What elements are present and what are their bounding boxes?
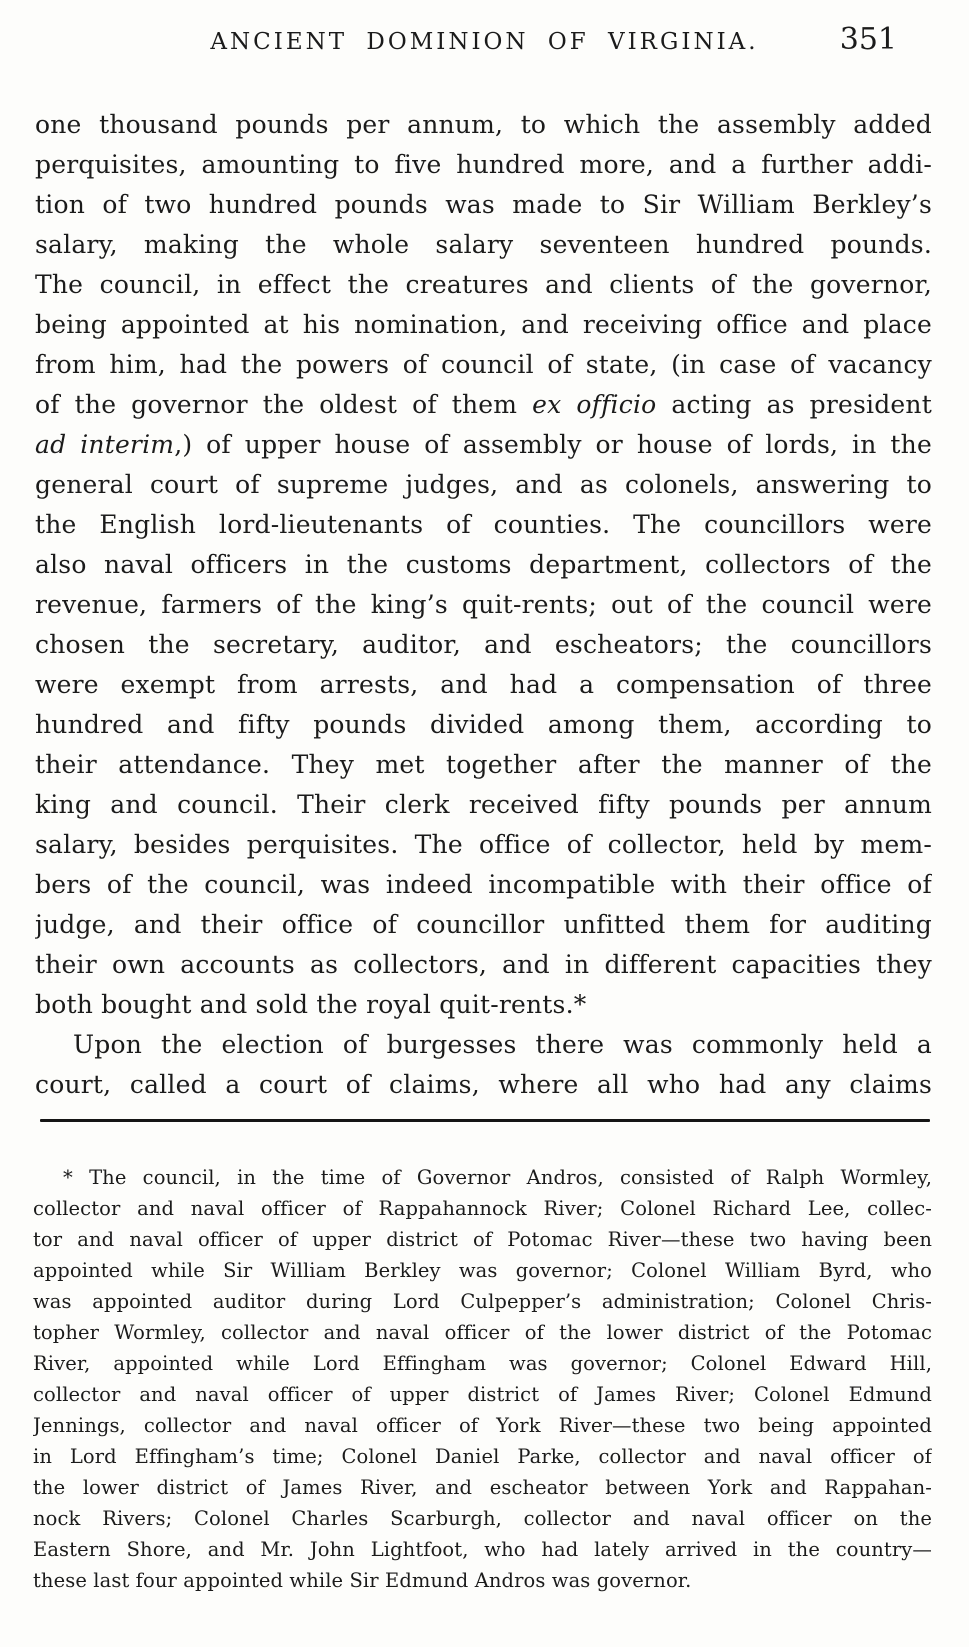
body-line: perquisites, amounting to five hundred more, and a further addi- — [35, 150, 932, 179]
footnote-line: was appointed auditor during Lord Culpepper’s administration; Colonel Chris- — [33, 1290, 932, 1313]
body-line — [35, 385, 932, 425]
body-line: chosen the secretary, auditor, and escheators; the councillors — [35, 630, 932, 659]
footnote-line: in Lord Effingham’s time; Colonel Daniel Parke, collector and naval officer of — [33, 1445, 932, 1468]
text-run: ,) of upper house of assembly or house of lords, in the — [174, 430, 932, 459]
running-title: ANCIENT DOMINION OF VIRGINIA. — [210, 29, 759, 55]
footnote — [33, 1162, 932, 1596]
text-run: of the governor the oldest of them — [35, 390, 533, 419]
footnote-line: topher Wormley, collector and naval officer of the lower district of the Potomac — [33, 1321, 932, 1344]
body-line: being appointed at his nomination, and receiving office and place — [35, 310, 932, 339]
body-line: one thousand pounds per annum, to which the assembly added — [35, 110, 932, 139]
body-line: hundred and fifty pounds divided among them, according to — [35, 710, 932, 739]
paragraph — [35, 105, 932, 1025]
body-line: both bought and sold the royal quit-rents.* — [35, 990, 587, 1019]
body-line: judge, and their office of councillor unfitted them for auditing — [35, 910, 932, 939]
body-line: tion of two hundred pounds was made to Sir William Berkley’s — [35, 190, 932, 219]
body-line: were exempt from arrests, and had a compensation of three — [35, 670, 932, 699]
text-run: acting as president — [656, 390, 932, 419]
body-line: salary, besides perquisites. The office of collector, held by mem- — [35, 830, 932, 859]
body-line — [35, 425, 932, 465]
body-line: their own accounts as collectors, and in different capacities they — [35, 950, 932, 979]
italic-phrase: ex officio — [532, 390, 657, 419]
body-line: The council, in effect the creatures and clients of the governor, — [35, 270, 932, 299]
footnote-line: collector and naval officer of upper district of James River; Colonel Edmund — [33, 1383, 932, 1406]
footnote-line: River, appointed while Lord Effingham was governor; Colonel Edward Hill, — [33, 1352, 932, 1375]
footnote-line: appointed while Sir William Berkley was governor; Colonel William Byrd, who — [33, 1259, 932, 1282]
body-line: bers of the council, was indeed incompatible with their office of — [35, 870, 932, 899]
page-number: 351 — [839, 22, 897, 57]
body-line: the English lord-lieutenants of counties. The councillors were — [35, 510, 932, 539]
footnote-divider — [40, 1119, 930, 1122]
body-line: salary, making the whole salary seventeen hundred pounds. — [35, 230, 932, 259]
footnote-line: nock Rivers; Colonel Charles Scarburgh, collector and naval officer on the — [33, 1507, 932, 1530]
body-text — [35, 105, 932, 1105]
footnote-line: collector and naval officer of Rappahannock River; Colonel Richard Lee, collec- — [33, 1197, 932, 1220]
body-line: their attendance. They met together after the manner of the — [35, 750, 932, 779]
footnote-line: the lower district of James River, and escheator between York and Rappahan- — [33, 1476, 932, 1499]
body-line: king and council. Their clerk received fifty pounds per annum — [35, 790, 932, 819]
paragraph — [35, 1025, 932, 1105]
footnote-line: these last four appointed while Sir Edmund Andros was governor. — [33, 1569, 692, 1592]
body-line: revenue, farmers of the king’s quit-rents; out of the council were — [35, 590, 932, 619]
footnote-line: * The council, in the time of Governor Andros, consisted of Ralph Wormley, — [63, 1166, 932, 1189]
footnote-line: Jennings, collector and naval officer of York River—these two being appointed — [33, 1414, 932, 1437]
body-line: from him, had the powers of council of state, (in case of vacancy — [35, 350, 932, 379]
italic-phrase: ad interim — [35, 430, 175, 459]
page-header — [0, 0, 969, 60]
body-line: general court of supreme judges, and as colonels, answering to — [35, 470, 932, 499]
footnote-line: tor and naval officer of upper district of Potomac River—these two having been — [33, 1228, 932, 1251]
body-line: court, called a court of claims, where all who had any claims — [35, 1070, 932, 1099]
body-line: also naval officers in the customs department, collectors of the — [35, 550, 932, 579]
footnote-line: Eastern Shore, and Mr. John Lightfoot, who had lately arrived in the country— — [33, 1538, 932, 1561]
body-line: Upon the election of burgesses there was commonly held a — [73, 1030, 932, 1059]
